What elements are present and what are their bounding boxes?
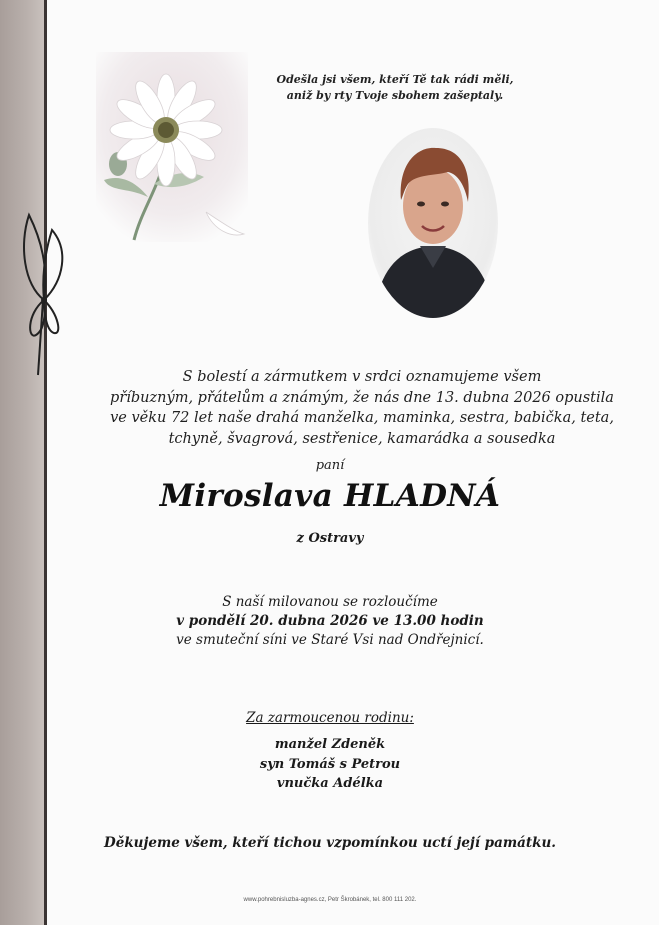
verse [250, 72, 540, 104]
family-heading: Za zarmoucenou rodinu: [246, 710, 414, 726]
ceremony-date: v pondělí 20. dubna 2026 ve 13.00 hodin [176, 613, 484, 629]
announcement [100, 367, 624, 449]
family-member: manžel Zdeněk [274, 737, 386, 752]
origin: z Ostravy [296, 531, 364, 546]
announcement-line: tchyně, švagrová, sestřenice, kamarádka a sousedka [168, 430, 556, 447]
verse-line: aniž by rty Tvoje sbohem zašeptaly. [286, 89, 504, 102]
honorific: paní [315, 458, 345, 473]
daisy-flower-icon [96, 52, 248, 242]
thanks-line: Děkujeme všem, kteří tichou vzpomínkou uctí její památku. [104, 835, 556, 851]
ceremony-line: S naší milovanou se rozloučíme [222, 594, 438, 610]
family-member: vnučka Adélka [276, 776, 384, 791]
ceremony-info [150, 593, 510, 650]
portrait-photo [368, 128, 498, 318]
footer-credits: www.pohrebnisluzba-agnes.cz, Petr Škrobánek, tel. 800 111 202. [243, 897, 417, 903]
decorative-border [0, 0, 44, 925]
announcement-line: ve věku 72 let naše drahá manželka, maminka, sestra, babička, teta, [110, 410, 614, 426]
border-line [44, 0, 47, 925]
verse-line: Odešla jsi všem, kteří Tě tak rádi měli, [276, 73, 514, 86]
family-member: syn Tomáš s Petrou [259, 756, 401, 772]
announcement-line: příbuzným, přátelům a známým, že nás dne 13. dubna 2026 opustila [110, 389, 614, 406]
ribbon-bow-icon [14, 205, 74, 380]
announcement-line: S bolestí a zármutkem v srdci oznamujeme všem [182, 369, 542, 385]
ceremony-place: ve smuteční síni ve Staré Vsi nad Ondřejnicí. [176, 632, 484, 648]
deceased-name: Miroslava HLADNÁ [159, 478, 501, 514]
family-members [200, 735, 460, 794]
